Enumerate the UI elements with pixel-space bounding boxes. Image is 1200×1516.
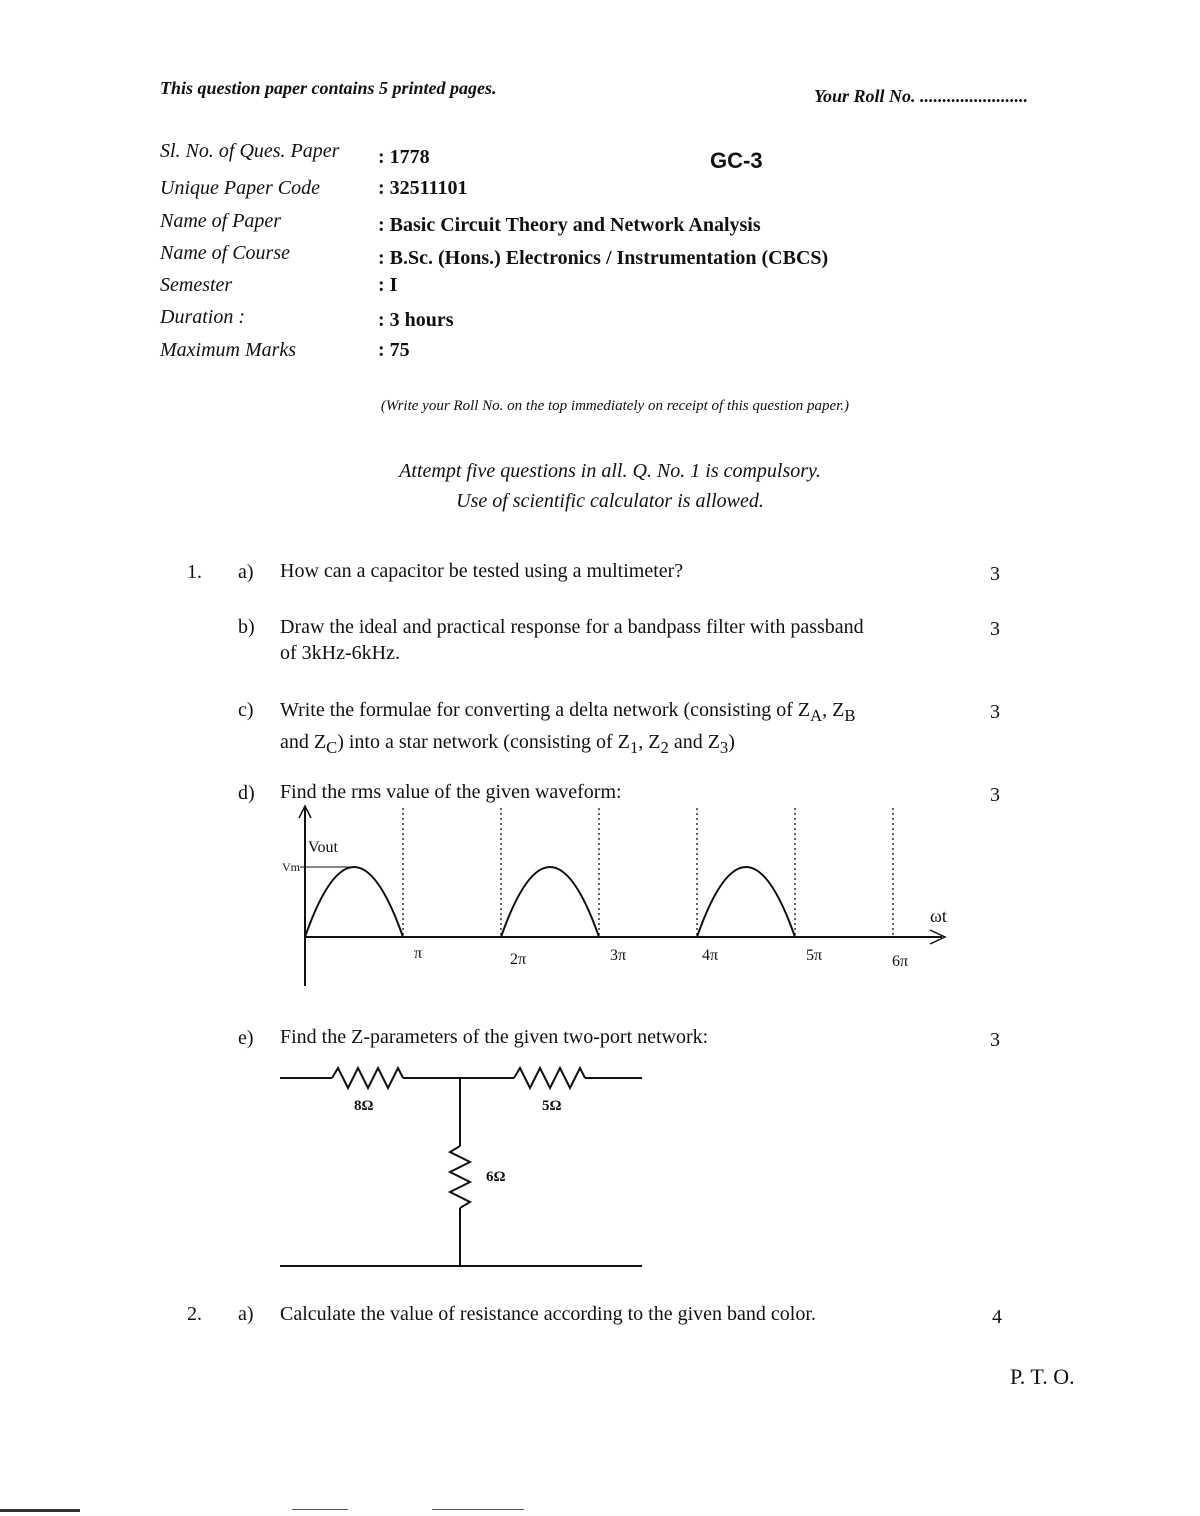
marks: 3 <box>990 784 1000 806</box>
marks: 3 <box>990 618 1000 640</box>
question-text: Calculate the value of resistance according to the given band color. <box>280 1303 816 1325</box>
resistor-8-ohm <box>332 1068 403 1088</box>
part-label: a) <box>238 1303 254 1325</box>
paper-code-tag: GC-3 <box>710 148 763 173</box>
two-port-network-figure <box>270 1058 660 1278</box>
meta-label: Duration : <box>160 306 245 328</box>
tick-label: 3π <box>610 947 627 964</box>
resistor-label: 8Ω <box>354 1098 374 1114</box>
question-number: 2. <box>187 1303 202 1325</box>
meta-value: : 75 <box>378 339 410 361</box>
part-label: c) <box>238 699 254 721</box>
question-text-line: and $Z_C$) into a star network (consisting of $Z_1$, $Z_2$ and $Z_3$) <box>280 731 735 757</box>
meta-value: : Basic Circuit Theory and Network Analysis <box>378 214 761 236</box>
question-text-line: Write the formulae for converting a delta network (consisting of $Z_A$, $Z_B$ <box>280 699 856 725</box>
meta-label: Semester <box>160 274 233 296</box>
meta-value: : 3 hours <box>378 309 454 331</box>
instruction-line-1: Attempt five questions in all. Q. No. 1 is compulsory. <box>399 460 821 482</box>
waveform-half-cycle-2 <box>501 867 599 937</box>
resistor-6-ohm <box>450 1146 470 1208</box>
meta-label: Maximum Marks <box>160 339 297 361</box>
tick-label: 5π <box>806 947 823 964</box>
tick-label: 6π <box>892 953 909 970</box>
peak-label: Vm <box>282 860 300 874</box>
marks: 4 <box>992 1306 1002 1328</box>
waveform-half-cycle-1 <box>305 867 403 937</box>
marks: 3 <box>990 701 1000 723</box>
question-text-line: of 3kHz-6kHz. <box>280 642 400 664</box>
resistor-label: 5Ω <box>542 1098 562 1114</box>
meta-value: : 32511101 <box>378 177 468 199</box>
scan-edge-mark <box>432 1509 524 1510</box>
question-text: Find the rms value of the given waveform: <box>280 781 622 803</box>
scan-edge-mark <box>0 1509 80 1512</box>
question-number: 1. <box>187 561 202 583</box>
meta-label: Name of Course <box>160 242 290 264</box>
tick-label: 4π <box>702 947 719 964</box>
question-text <box>280 614 980 666</box>
please-turn-over: P. T. O. <box>1010 1364 1075 1389</box>
meta-value: : I <box>378 274 398 296</box>
part-label: a) <box>238 561 254 583</box>
question-text-line: Draw the ideal and practical response for a bandpass filter with passband <box>280 616 864 638</box>
scan-edge-mark <box>292 1509 348 1510</box>
part-label: b) <box>238 616 255 638</box>
instruction-line-2: Use of scientific calculator is allowed. <box>456 490 764 512</box>
meta-label: Sl. No. of Ques. Paper <box>160 140 340 162</box>
question-text <box>280 697 980 761</box>
y-axis-label: Vout <box>308 839 338 856</box>
tick-label: 2π <box>510 951 527 968</box>
x-axis-label: ωt <box>930 906 947 926</box>
part-label: d) <box>238 782 255 804</box>
resistor-5-ohm <box>514 1068 585 1088</box>
roll-no-instruction: (Write your Roll No. on the top immediately on receipt of this question paper.) <box>380 398 850 414</box>
rectified-sine-waveform-figure <box>270 800 970 1000</box>
meta-label: Unique Paper Code <box>160 177 320 199</box>
roll-no-field: Your Roll No. ........................ <box>814 86 1029 106</box>
pages-note: This question paper contains 5 printed pages. <box>160 78 497 98</box>
tick-label: π <box>414 945 423 962</box>
meta-label: Name of Paper <box>160 210 282 232</box>
waveform-half-cycle-3 <box>697 867 795 937</box>
meta-value: : B.Sc. (Hons.) Electronics / Instrumentation (CBCS) <box>378 247 829 269</box>
meta-value: : 1778 <box>378 146 430 168</box>
marks: 3 <box>990 563 1000 585</box>
marks: 3 <box>990 1029 1000 1051</box>
part-label: e) <box>238 1027 254 1049</box>
resistor-label: 6Ω <box>486 1169 506 1185</box>
question-text: How can a capacitor be tested using a multimeter? <box>280 560 684 582</box>
question-text: Find the Z-parameters of the given two-port network: <box>280 1026 709 1048</box>
